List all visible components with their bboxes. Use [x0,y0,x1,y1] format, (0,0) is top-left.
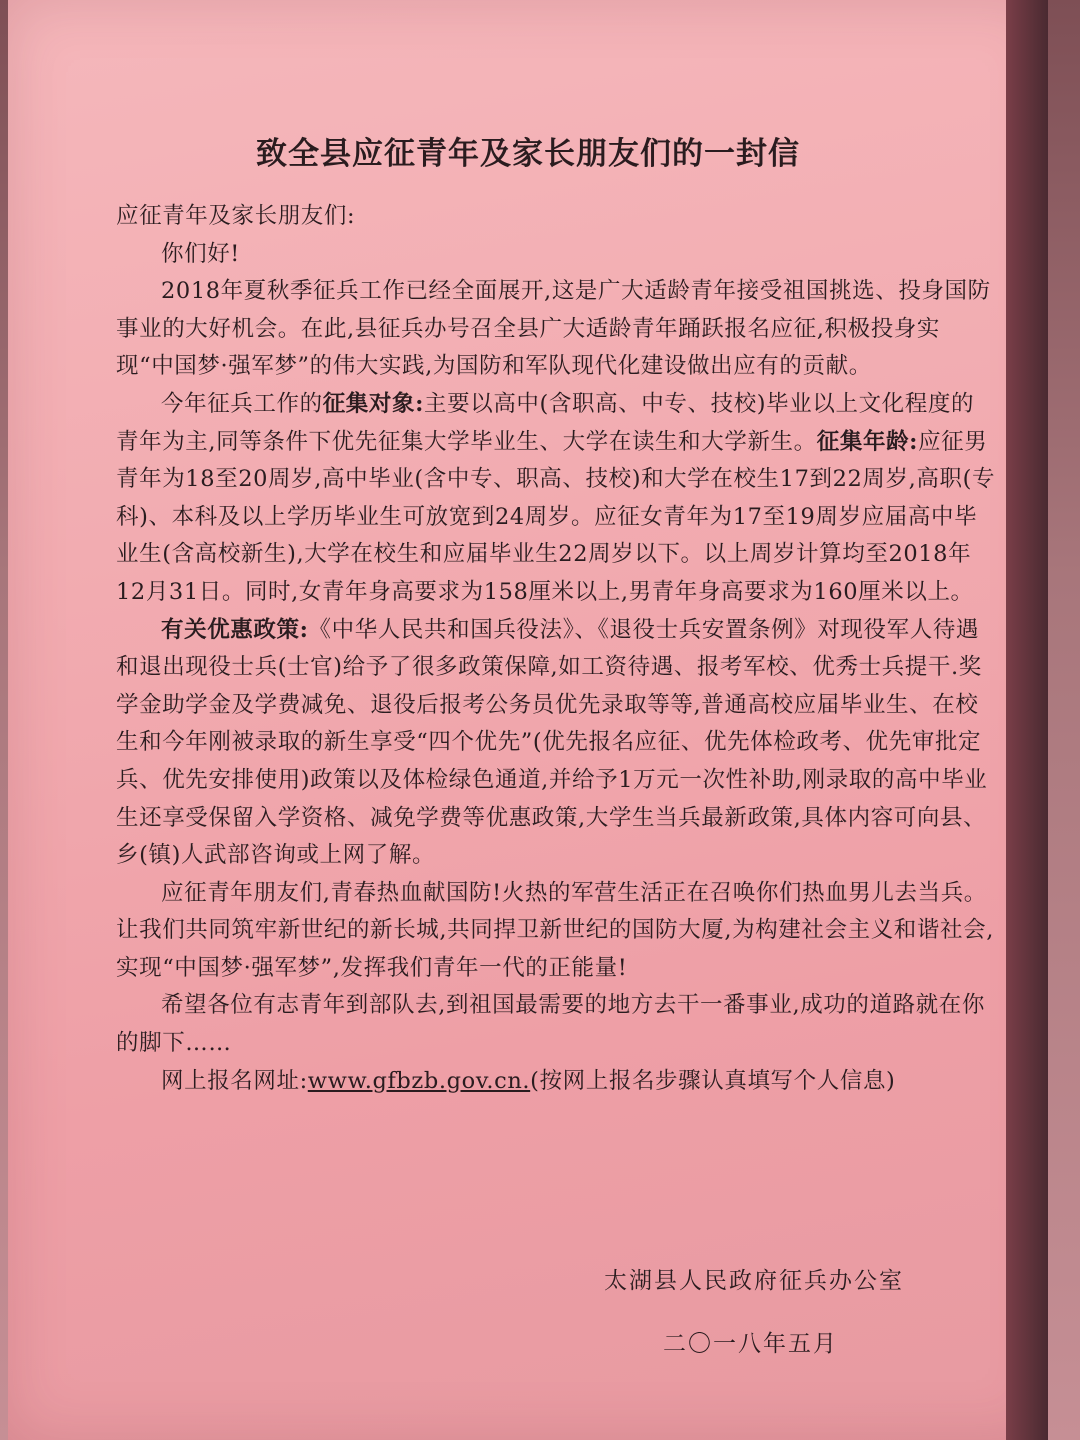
greeting: 你们好! [161,240,240,267]
policy-text: 《中华人民共和国兵役法》、《退役士兵安置条例》对现役军人待遇和退出现役士兵(士官)给予了很多政策保障,如工资待遇、报考军校、优秀士兵提干.奖学金助学金及学费减免、退役后报考公务员优先录取等等,普通高校应届毕业生、在校生和今年刚被录取的新生享受“四个优先”(优先报名应征、优先体检政考、优先审批定兵、优先安排使用)政策以及体检绿色通道,并给予1万元一次性补助,刚录取的高中毕业生还享受保留入学资格、减免学费等优惠政策,大学生当兵最新政策,具体内容可向县、乡(镇)人武部咨询或上网了解。 [116,616,988,869]
paragraph-4: 应征青年朋友们,青春热血献国防!火热的军营生活正在召唤你们热血男儿去当兵。让我们共同筑牢新世纪的新长城,共同捍卫新世纪的国防大厦,为构建社会主义和谐社会,实现“中国梦·强军梦”,发挥我们青年一代的正能量! [116,879,994,981]
letter-title: 致全县应征青年及家长朋友们的一封信 [256,136,800,172]
recruit-target-text: 主要以高中(含职高、中专、技校)毕业以上文化程度的青年为主,同等条件下优先征集大学毕业生、大学在读生和大学新生。 [116,390,975,455]
paper-edge-shadow [1006,0,1048,1440]
paragraph-3 [116,612,996,875]
signature-date: 二〇一八年五月 [663,1331,838,1357]
signup-note: (按网上报名步骤认真填写个人信息) [530,1067,896,1094]
paragraph-5: 希望各位有志青年到部队去,到祖国最需要的地方去干一番事业,成功的道路就在你的脚下…… [116,992,986,1057]
letter-paper [8,0,1048,1440]
label-recruit-age: 征集年龄: [816,428,919,455]
letter-body [116,198,996,1100]
signup-line [116,1063,996,1101]
signup-label: 网上报名网址: [161,1067,308,1094]
recruit-age-text: 应征男青年为18至20周岁,高中毕业(含中专、职高、技校)和大学在校生17到22周岁,高职(专科)、本科及以上学历毕业生可放宽到24周岁。应征女青年为17至19周岁应届高中毕业生(含高校新生),大学在校生和应届毕业生22周岁以下。以上周岁计算均至2018年12月31日。同时,女青年身高要求为158厘米以上,男青年身高要求为160厘米以上。 [116,428,996,605]
paragraph-2 [116,386,996,612]
signup-url: www.gfbzb.gov.cn. [307,1067,531,1094]
paragraph-1: 2018年夏秋季征兵工作已经全面展开,这是广大适龄青年接受祖国挑选、投身国防事业的大好机会。在此,县征兵办号召全县广大适龄青年踊跃报名应征,积极投身实现“中国梦·强军梦”的伟大实践,为国防和军队现代化建设做出应有的贡献。 [116,278,991,380]
label-recruit-target: 征集对象: [322,390,425,417]
label-policy: 有关优惠政策: [161,616,309,643]
para2-lead: 今年征兵工作的 [161,390,323,417]
signature-organization: 太湖县人民政府征兵办公室 [604,1268,904,1294]
salutation: 应征青年及家长朋友们: [116,203,356,229]
